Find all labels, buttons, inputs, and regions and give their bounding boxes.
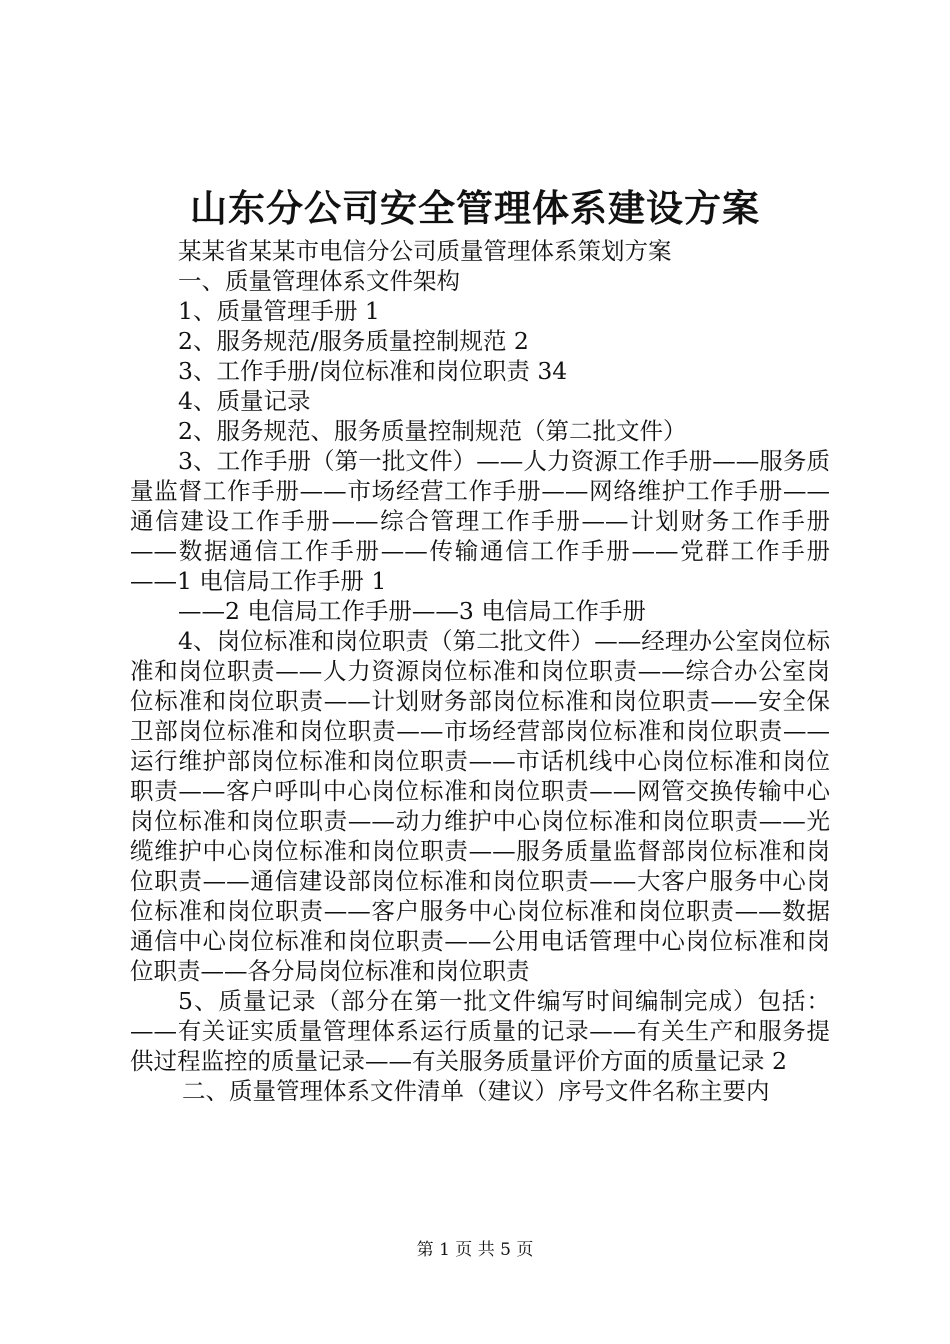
- paragraph-item-work-manual: 3、工作手册/岗位标准和岗位职责 34: [178, 357, 568, 385]
- paragraph-post-standards-list: 4、岗位标准和岗位职责（第二批文件）——经理办公室岗位标准和岗位职责——人力资源岗位标准和岗位职责——综合办公室岗位标准和岗位职责——计划财务部岗位标准和岗位职责——安全保卫部岗位标准和岗位职责——市场经营部岗位标准和岗位职责——运行维护部岗位标准和岗位职责——市话机线中心岗位标准和岗位职责——客户呼叫中心岗位标准和岗位职责——网管交换传输中心岗位标准和岗位职责——动力维护中心岗位标准和岗位职责——光缆维护中心岗位标准和岗位职责——服务质量监督部岗位标准和岗位职责——通信建设部岗位标准和岗位职责——大客户服务中心岗位标准和岗位职责——客户服务中心岗位标准和岗位职责——数据通信中心岗位标准和岗位职责——公用电话管理中心岗位标准和岗位职责——各分局岗位标准和岗位职责: [130, 627, 830, 985]
- paragraph-bureau-manuals: ——2 电信局工作手册——3 电信局工作手册: [178, 597, 646, 625]
- paragraph-item-service-spec: 2、服务规范/服务质量控制规范 2: [178, 327, 529, 355]
- paragraph-item-manual: 1、质量管理手册 1: [178, 297, 380, 325]
- paragraph-item-quality-records: 4、质量记录: [178, 387, 311, 415]
- paragraph-subtitle: 某某省某某市电信分公司质量管理体系策划方案: [178, 237, 672, 265]
- paragraph-service-spec-batch: 2、服务规范、服务质量控制规范（第二批文件）: [178, 417, 687, 445]
- paragraph-work-manual-list: 3、工作手册（第一批文件）——人力资源工作手册——服务质量监督工作手册——市场经营工作手册——网络维护工作手册——通信建设工作手册——综合管理工作手册——计划财务工作手册——数据通信工作手册——传输通信工作手册——党群工作手册——1 电信局工作手册 1: [130, 447, 830, 595]
- page-footer: 第 1 页 共 5 页: [416, 1240, 534, 1260]
- paragraph-quality-records-list: 5、质量记录（部分在第一批文件编写时间编制完成）包括：——有关证实质量管理体系运行质量的记录——有关生产和服务提供过程监控的质量记录——有关服务质量评价方面的质量记录 2: [130, 987, 830, 1075]
- paragraph-section-two-heading: 二、质量管理体系文件清单（建议）序号文件名称主要内: [182, 1077, 770, 1105]
- document-body: [130, 236, 830, 1106]
- paragraph-section-one-heading: 一、质量管理体系文件架构: [178, 267, 460, 295]
- document-title: 山东分公司安全管理体系建设方案: [190, 186, 760, 230]
